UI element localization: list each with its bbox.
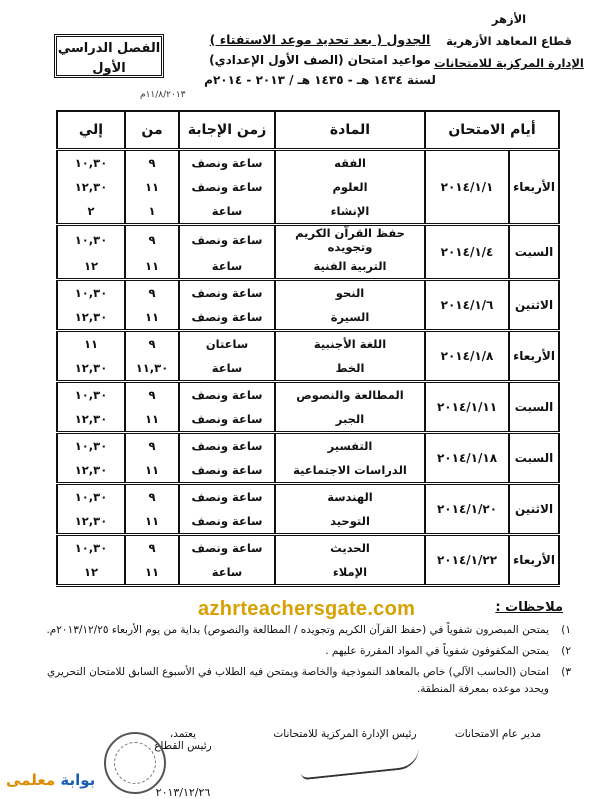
approval-date: ٢٠١٣/١٢/٢٦ — [155, 786, 211, 799]
notes-title: ملاحظات : — [495, 600, 563, 615]
exam-duration: ساعة ونصف — [179, 458, 275, 484]
exam-day: السبت — [509, 433, 559, 484]
exam-subject: النحو — [275, 280, 425, 306]
exam-end-time: ١٢,٣٠ — [57, 509, 125, 535]
notes-list — [31, 622, 571, 702]
note-text: يمتحن المكفوفون شفوياً في المواد المقررة عليهم . — [325, 645, 549, 657]
table-row — [57, 150, 559, 176]
exam-start-time: ١١ — [125, 175, 179, 199]
exam-end-time: ١٠,٣٠ — [57, 225, 125, 255]
col-header-to: إلي — [57, 111, 125, 150]
exam-start-time: ٩ — [125, 225, 179, 255]
subtitle-line: مواعيد امتحان (الصف الأول الإعدادي) — [209, 53, 431, 67]
official-seal-icon — [104, 732, 166, 794]
note-item — [31, 664, 571, 698]
exam-subject: العلوم — [275, 175, 425, 199]
exam-start-time: ١١ — [125, 254, 179, 280]
exam-duration: ساعة — [179, 560, 275, 586]
exam-duration: ساعة — [179, 356, 275, 382]
exam-duration: ساعة — [179, 254, 275, 280]
header-ministry — [429, 8, 589, 74]
col-header-days: أيام الامتحان — [425, 111, 559, 150]
exam-duration: ساعة ونصف — [179, 225, 275, 255]
exam-duration: ساعة ونصف — [179, 280, 275, 306]
col-header-duration: زمن الإجابة — [179, 111, 275, 150]
exam-end-time: ١٢,٣٠ — [57, 356, 125, 382]
exam-date: ٢٠١٤/١/١ — [425, 150, 509, 225]
exam-date: ٢٠١٤/١/٦ — [425, 280, 509, 331]
exam-start-time: ٩ — [125, 433, 179, 459]
exam-subject: اللغة الأجنبية — [275, 331, 425, 357]
exam-duration: ساعة ونصف — [179, 175, 275, 199]
exam-end-time: ١٢ — [57, 254, 125, 280]
exam-end-time: ١٠,٣٠ — [57, 150, 125, 176]
note-number: ١) — [561, 624, 571, 636]
exam-end-time: ١٢,٣٠ — [57, 458, 125, 484]
exam-start-time: ١١ — [125, 560, 179, 586]
header-admin: الإدارة المركزية للامتحانات — [434, 56, 584, 70]
exam-subject: الفقه — [275, 150, 425, 176]
table-row — [57, 331, 559, 357]
exam-start-time: ٩ — [125, 382, 179, 408]
table-row — [57, 225, 559, 255]
exam-date: ٢٠١٤/١/٢٢ — [425, 535, 509, 586]
sector-head-label: رئيس القطاع — [154, 740, 212, 752]
table-header-row — [57, 111, 559, 150]
header-azhar: الأزهر — [491, 12, 527, 26]
signature-central-admin: رئيس الإدارة المركزية للامتحانات — [273, 728, 417, 740]
table-row — [57, 484, 559, 510]
exam-day: السبت — [509, 225, 559, 280]
watermark-url: azhrteachersgate.com — [198, 598, 416, 620]
exam-subject: التربية الفنية — [275, 254, 425, 280]
exam-start-time: ٩ — [125, 331, 179, 357]
exam-day: الاثنين — [509, 280, 559, 331]
exam-end-time: ١٠,٣٠ — [57, 382, 125, 408]
exam-duration: ساعة ونصف — [179, 407, 275, 433]
exam-day: الاثنين — [509, 484, 559, 535]
table-row — [57, 433, 559, 459]
handwritten-signature — [299, 746, 421, 780]
exam-start-time: ١١,٣٠ — [125, 356, 179, 382]
note-number: ٢) — [561, 645, 571, 657]
term-value: الأول — [92, 61, 126, 76]
note-number: ٣) — [561, 666, 571, 678]
exam-subject: الهندسة — [275, 484, 425, 510]
exam-end-time: ١٢,٣٠ — [57, 175, 125, 199]
title-line: الجدول ( بعد تحديد موعد الاستفتاء ) — [209, 32, 431, 47]
exam-start-time: ١١ — [125, 509, 179, 535]
table-row — [57, 382, 559, 408]
exam-duration: ساعتان — [179, 331, 275, 357]
exam-end-time: ١١ — [57, 331, 125, 357]
exam-start-time: ١١ — [125, 458, 179, 484]
exam-subject: الإنشاء — [275, 199, 425, 225]
exam-start-time: ٩ — [125, 280, 179, 306]
exam-schedule-table — [56, 110, 560, 587]
term-box — [54, 34, 164, 78]
note-text: امتحان (الحاسب الآلي) خاص بالمعاهد النموذجية والخاصة ويمتحن فيه الطلاب في الأسبوع السابق للامتحان التحريري ويحدد موعده بمعرفة المنطقة. — [46, 666, 549, 695]
logo-word-gate: بوابة — [60, 771, 96, 789]
exam-end-time: ٢ — [57, 199, 125, 225]
exam-start-time: ٩ — [125, 535, 179, 561]
exam-duration: ساعة ونصف — [179, 535, 275, 561]
exam-subject: السيرة — [275, 305, 425, 331]
document-title — [190, 30, 450, 90]
exam-duration: ساعة ونصف — [179, 305, 275, 331]
table-row — [57, 280, 559, 306]
exam-end-time: ١٠,٣٠ — [57, 433, 125, 459]
exam-end-time: ١٢ — [57, 560, 125, 586]
handwritten-note: ١١/٨/٢٠١٣م — [140, 90, 186, 100]
exam-date: ٢٠١٤/١/٢٠ — [425, 484, 509, 535]
exam-duration: ساعة — [179, 199, 275, 225]
exam-end-time: ١٢,٣٠ — [57, 407, 125, 433]
exam-subject: الدراسات الاجتماعية — [275, 458, 425, 484]
exam-start-time: ٩ — [125, 484, 179, 510]
note-item — [31, 622, 571, 639]
site-logo — [6, 771, 95, 789]
exam-duration: ساعة ونصف — [179, 150, 275, 176]
exam-start-time: ١١ — [125, 305, 179, 331]
col-header-from: من — [125, 111, 179, 150]
exam-end-time: ١٢,٣٠ — [57, 305, 125, 331]
note-text: يمتحن المبصرون شفوياً في (حفظ القرآن الكريم وتجويده / المطالعة والنصوص) بداية من يوم الأربعاء ٢٠١٣/١٢/٢٥م. — [46, 624, 549, 636]
exam-subject: التوحيد — [275, 509, 425, 535]
note-item — [31, 643, 571, 660]
exam-end-time: ١٠,٣٠ — [57, 280, 125, 306]
exam-subject: التفسير — [275, 433, 425, 459]
exam-date: ٢٠١٤/١/١١ — [425, 382, 509, 433]
exam-date: ٢٠١٤/١/٨ — [425, 331, 509, 382]
exam-date: ٢٠١٤/١/٤ — [425, 225, 509, 280]
exam-day: السبت — [509, 382, 559, 433]
signature-exam-director: مدير عام الامتحانات — [454, 728, 542, 740]
exam-day: الأربعاء — [509, 331, 559, 382]
year-line: لسنة ١٤٣٤ هـ - ١٤٣٥ هـ / ٢٠١٣ - ٢٠١٤م — [204, 73, 436, 87]
exam-duration: ساعة ونصف — [179, 433, 275, 459]
exam-start-time: ٩ — [125, 150, 179, 176]
exam-date: ٢٠١٤/١/١٨ — [425, 433, 509, 484]
exam-day: الأربعاء — [509, 150, 559, 225]
exam-end-time: ١٠,٣٠ — [57, 484, 125, 510]
approval-label: يعتمد، — [169, 728, 197, 740]
exam-subject: حفظ القرآن الكريم وتجويده — [275, 225, 425, 255]
table-row — [57, 535, 559, 561]
exam-duration: ساعة ونصف — [179, 382, 275, 408]
exam-subject: المطالعة والنصوص — [275, 382, 425, 408]
col-header-subject: المادة — [275, 111, 425, 150]
term-label: الفصل الدراسي — [57, 41, 161, 56]
exam-start-time: ١١ — [125, 407, 179, 433]
exam-duration: ساعة ونصف — [179, 509, 275, 535]
header-sector: قطاع المعاهد الأزهرية — [446, 34, 572, 48]
logo-word-teachers: معلمى — [6, 771, 56, 789]
exam-subject: الجبر — [275, 407, 425, 433]
exam-subject: الحديث — [275, 535, 425, 561]
exam-day: الأربعاء — [509, 535, 559, 586]
exam-subject: الخط — [275, 356, 425, 382]
exam-subject: الإملاء — [275, 560, 425, 586]
exam-end-time: ١٠,٣٠ — [57, 535, 125, 561]
exam-start-time: ١ — [125, 199, 179, 225]
exam-duration: ساعة ونصف — [179, 484, 275, 510]
